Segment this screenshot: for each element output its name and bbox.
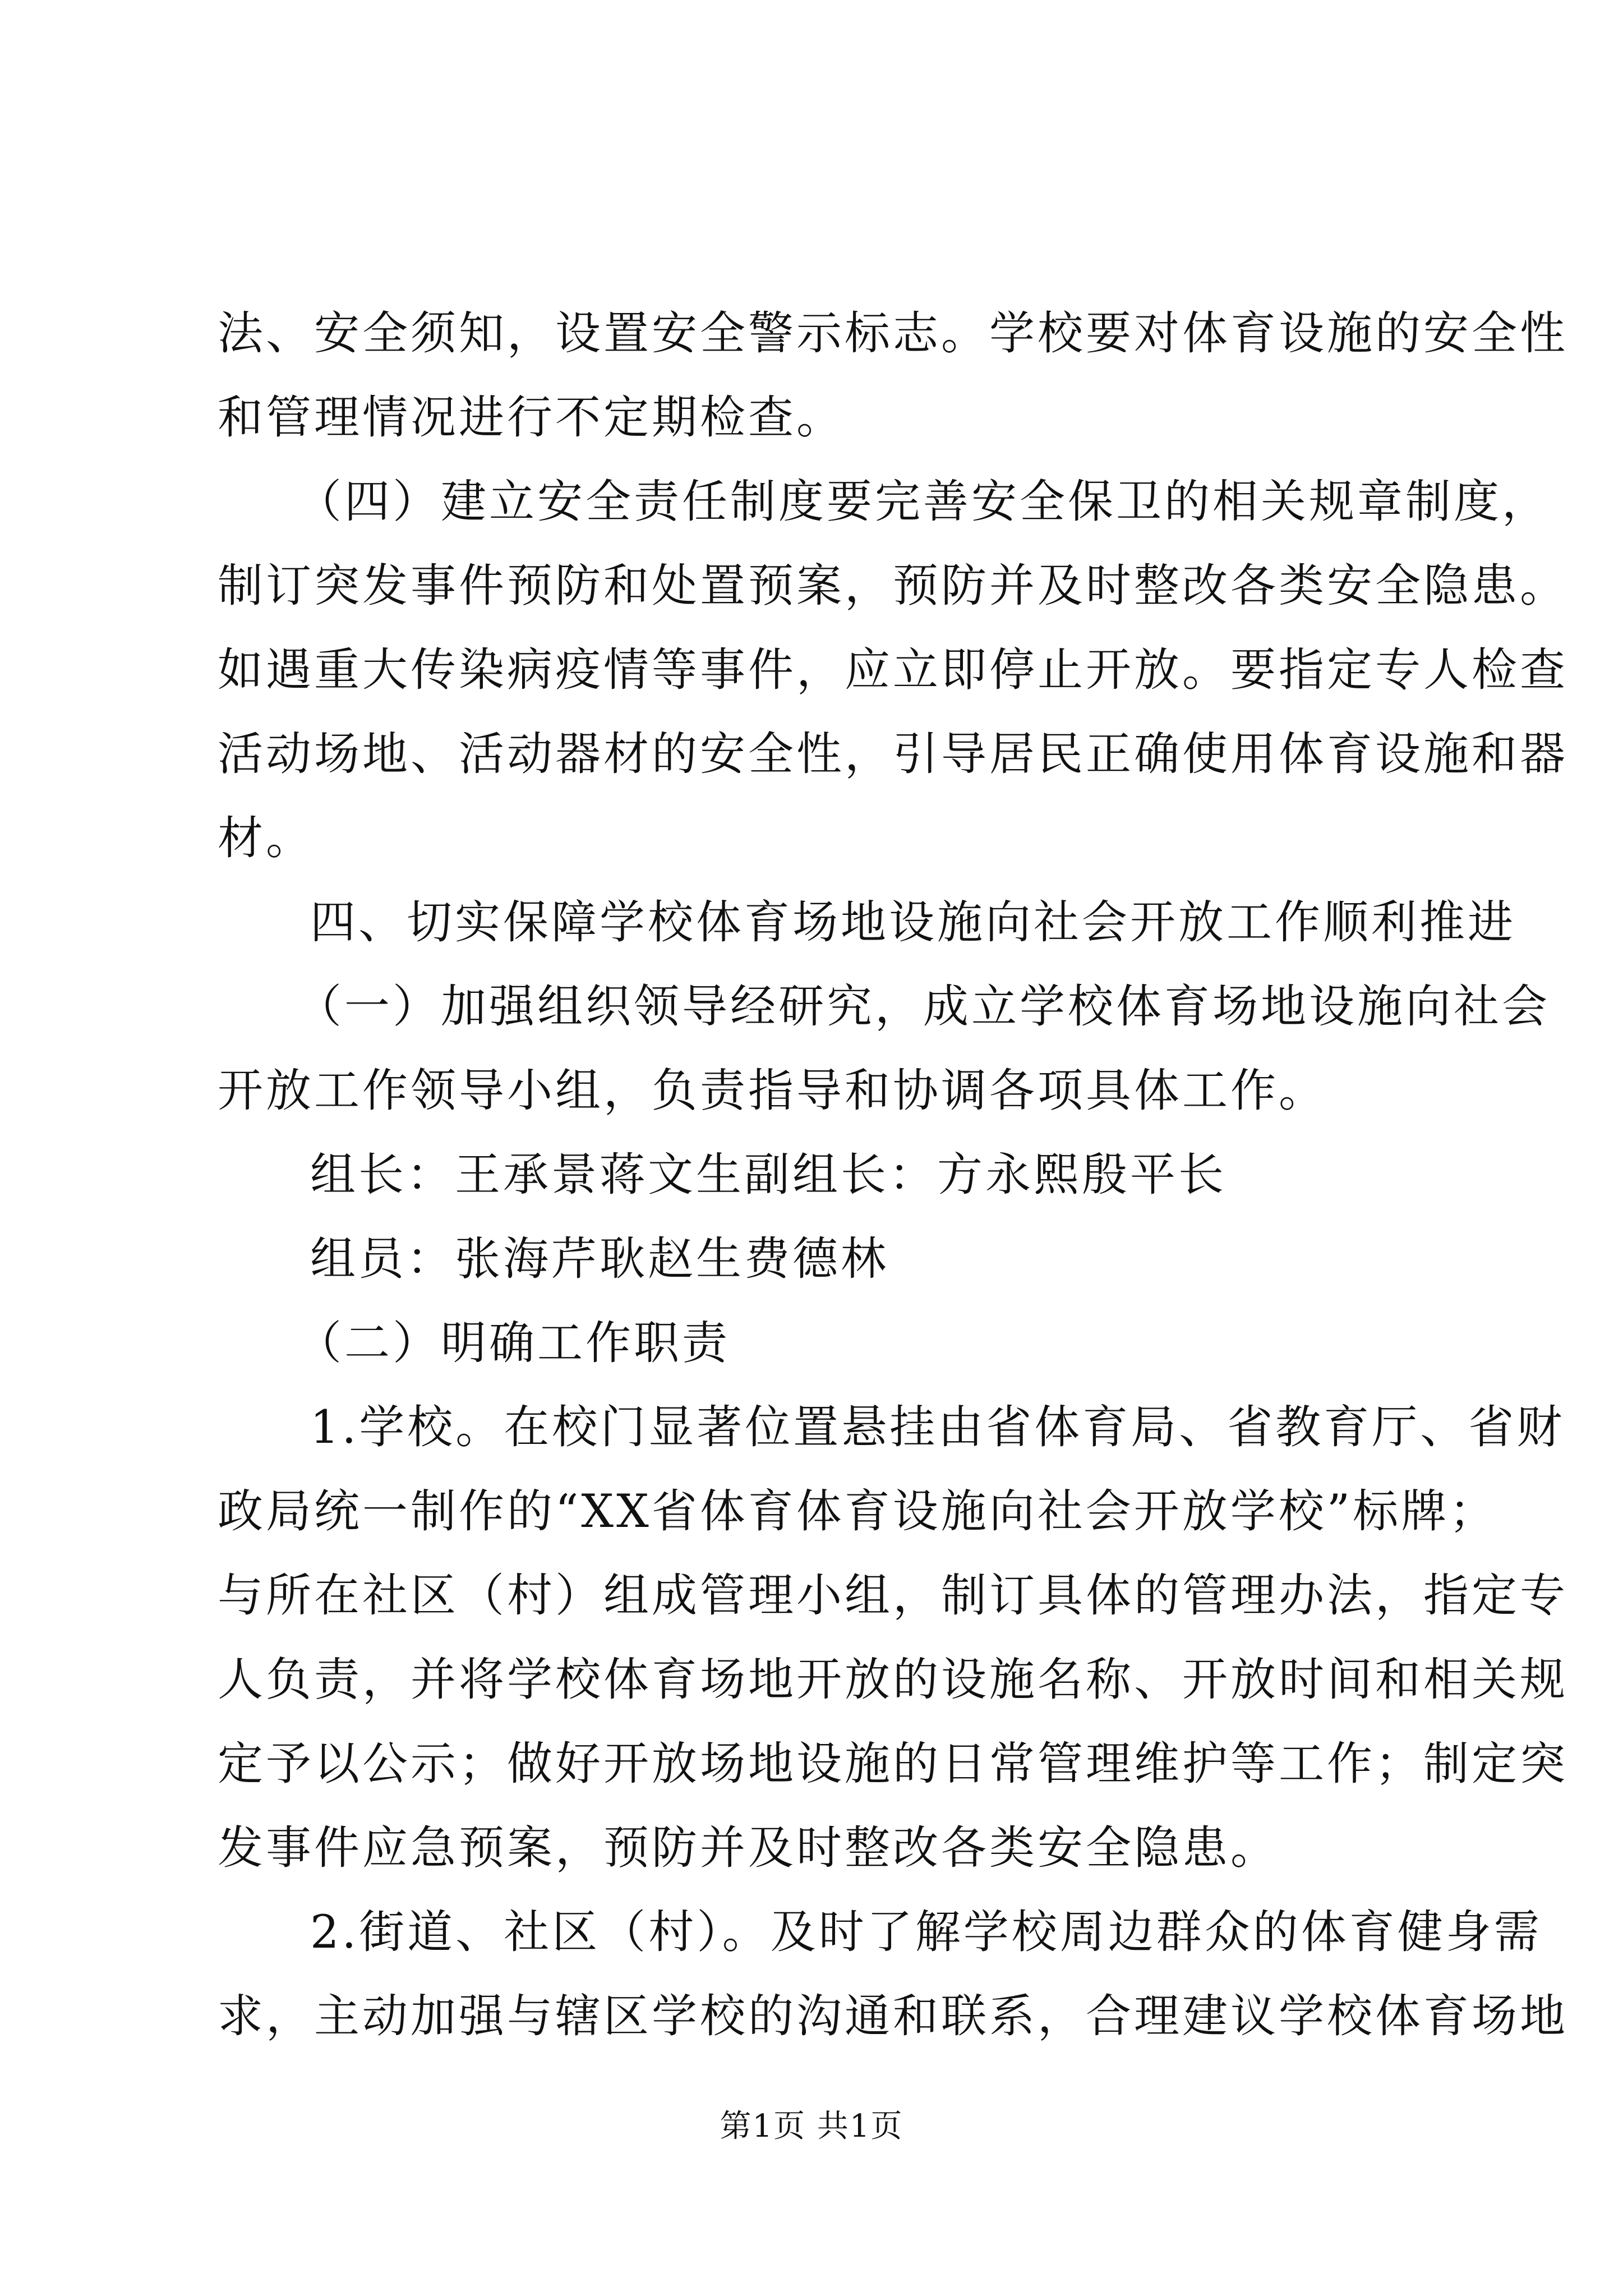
text-line: 人负责，并将学校体育场地开放的设施名称、开放时间和相关规 <box>218 1654 1569 1706</box>
text-line: 活动场地、活动器材的安全性，引导居民正确使用体育设施和器 <box>218 728 1569 781</box>
text-line: 定予以公示；做好开放场地设施的日常管理维护等工作；制定突 <box>218 1738 1569 1791</box>
text-line: 如遇重大传染病疫情等事件，应立即停止开放。要指定专人检查 <box>218 644 1569 697</box>
list-item-heading: 2.街道、社区（村）。及时了解学校周边群众的体育健身需 <box>310 1906 1542 1959</box>
list-item-heading: 1.学校。在校门显著位置悬挂由省体育局、省教育厅、省财 <box>310 1401 1565 1454</box>
text-line: 材。 <box>218 812 315 865</box>
text-line: 组长：王承景蒋文生副组长：方永熙殷平长 <box>310 1149 1227 1202</box>
paragraph-heading: （二）明确工作职责 <box>296 1317 731 1370</box>
text-line: 发事件应急预案，预防并及时整改各类安全隐患。 <box>218 1822 1279 1875</box>
text-line: 法、安全须知，设置安全警示标志。学校要对体育设施的安全性 <box>218 307 1569 360</box>
text-line: 政局统一制作的“XX省体育体育设施向社会开放学校”标牌； <box>218 1485 1498 1538</box>
text-line: 组员：张海芹耿赵生费德林 <box>310 1233 889 1286</box>
text-line: 求，主动加强与辖区学校的沟通和联系，合理建议学校体育场地 <box>218 1990 1569 2043</box>
text-line: 与所在社区（村）组成管理小组，制订具体的管理办法，指定专 <box>218 1570 1569 1622</box>
page-footer: 第1页 共1页 <box>720 2108 903 2145</box>
paragraph-heading: （一）加强组织领导经研究，成立学校体育场地设施向社会 <box>296 981 1551 1033</box>
text-line: 制订突发事件预防和处置预案，预防并及时整改各类安全隐患。 <box>218 560 1569 613</box>
document-body <box>218 292 1569 2059</box>
text-line: 开放工作领导小组，负责指导和协调各项具体工作。 <box>218 1065 1327 1117</box>
paragraph-heading: （四）建立安全责任制度要完善安全保卫的相关规章制度， <box>296 476 1551 528</box>
text-line: 和管理情况进行不定期检查。 <box>218 392 845 444</box>
section-heading: 四、切实保障学校体育场地设施向社会开放工作顺利推进 <box>310 896 1516 949</box>
